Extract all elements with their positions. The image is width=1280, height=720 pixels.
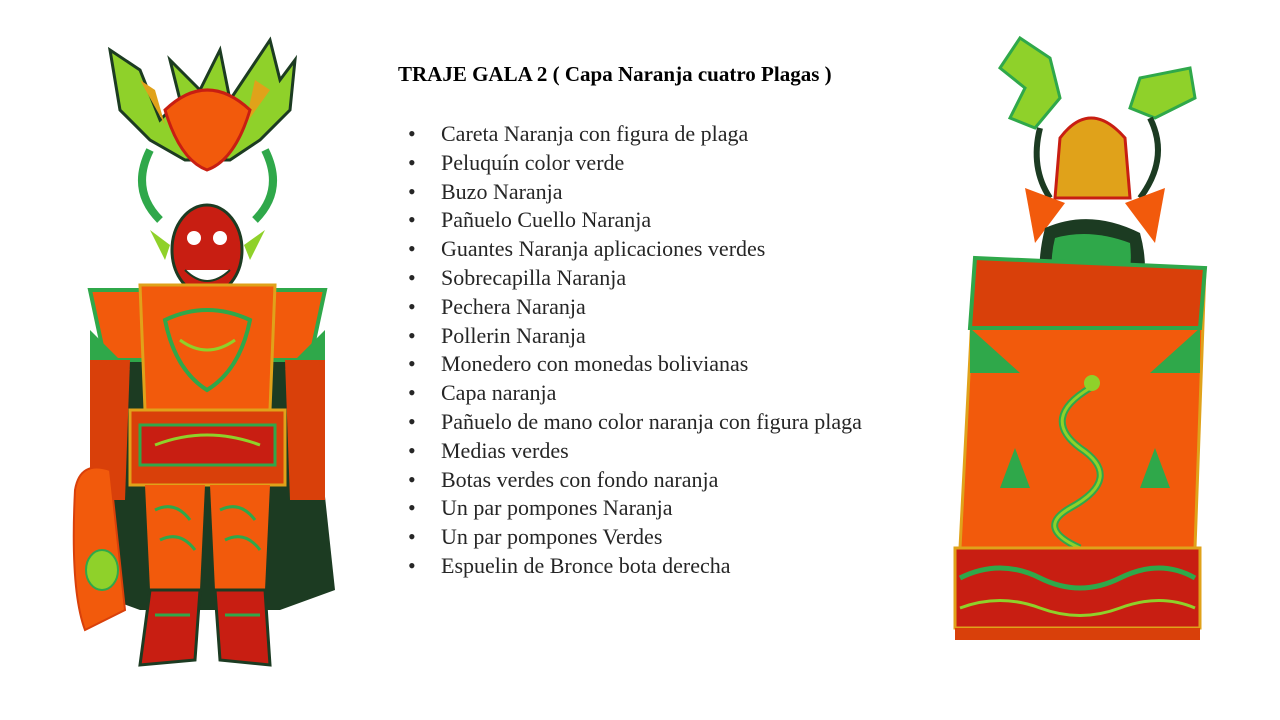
list-item: • Un par pompones Verdes <box>408 524 663 550</box>
list-item: • Botas verdes con fondo naranja <box>408 466 719 492</box>
costume-items-list <box>408 120 878 581</box>
costume-back-image <box>940 28 1210 658</box>
slide-title: TRAJE GALA 2 ( Capa Naranja cuatro Plagas ) <box>398 62 832 87</box>
list-item: • Pañuelo de mano color naranja con figura plaga <box>408 408 862 434</box>
list-item: • Pechera Naranja <box>408 293 586 319</box>
list-item: • Capa naranja <box>408 380 557 406</box>
list-item: • Espuelin de Bronce bota derecha <box>408 552 731 578</box>
list-item: • Buzo Naranja <box>408 178 563 204</box>
list-item: • Medias verdes <box>408 437 569 463</box>
list-item: • Peluquín color verde <box>408 149 625 175</box>
costume-back-illustration <box>940 28 1210 658</box>
list-item: • Careta Naranja con figura de plaga <box>408 121 749 146</box>
costume-front-illustration <box>70 30 345 670</box>
costume-front-image <box>70 30 345 670</box>
list-item: • Un par pompones Naranja <box>408 495 673 521</box>
list-item: • Guantes Naranja aplicaciones verdes <box>408 236 766 262</box>
list-item: • Pañuelo Cuello Naranja <box>408 207 652 233</box>
list-item: • Sobrecapilla Naranja <box>408 264 627 290</box>
list-item: • Monedero con monedas bolivianas <box>408 351 749 377</box>
list-item: • Pollerin Naranja <box>408 322 586 348</box>
